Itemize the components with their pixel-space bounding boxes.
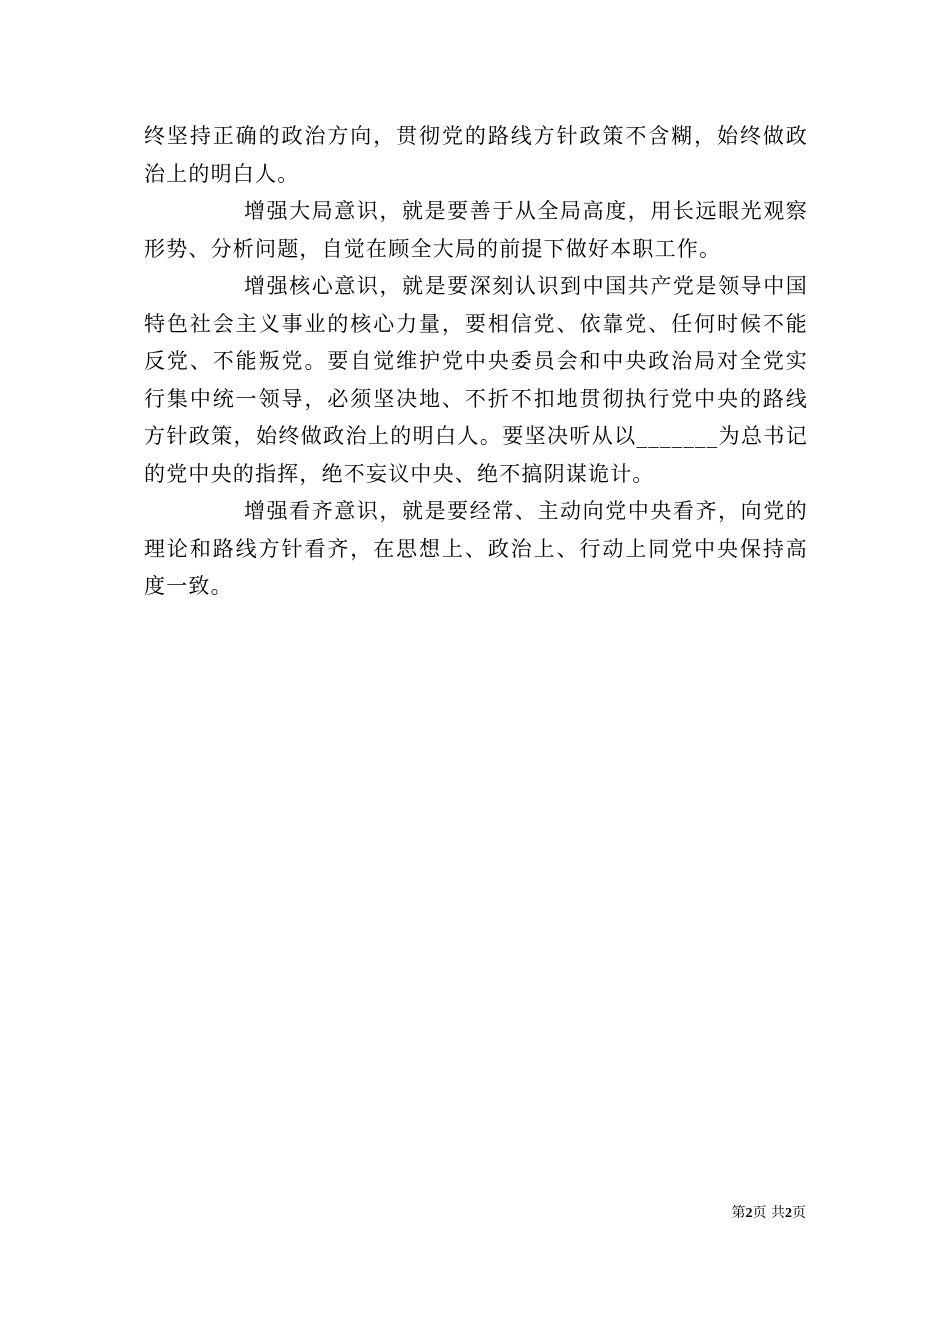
paragraph: 增强核心意识，就是要深刻认识到中国共产党是领导中国特色社会主义事业的核心力量，要相信党、依靠党、任何时候不能反党、不能叛党。要自觉维护党中央委员会和中央政治局对全党实行集中统一领导，必须坚决地、不折不扣地贯彻执行党中央的路线方针政策，始终做政治上的明白人。要坚决听从以_______为总书记的党中央的指挥，绝不妄议中央、绝不搞阴谋诡计。: [144, 274, 808, 486]
paragraph: 终坚持正确的政治方向，贯彻党的路线方针政策不含糊，始终做政治上的明白人。: [144, 124, 808, 186]
document-body: [144, 118, 808, 606]
footer-total-pages: 2: [785, 1206, 792, 1221]
footer-mid: 页 共: [752, 1205, 785, 1221]
paragraph: 增强大局意识，就是要善于从全局高度，用长远眼光观察形势、分析问题，自觉在顾全大局的前提下做好本职工作。: [144, 199, 808, 261]
footer-suffix: 页: [792, 1205, 806, 1221]
footer-prefix: 第: [731, 1205, 746, 1221]
page-footer: [732, 1204, 806, 1223]
footer-current-page: 2: [745, 1206, 753, 1221]
paragraph: 增强看齐意识，就是要经常、主动向党中央看齐，向党的理论和路线方针看齐，在思想上、政治上、行动上同党中央保持高度一致。: [144, 499, 808, 598]
